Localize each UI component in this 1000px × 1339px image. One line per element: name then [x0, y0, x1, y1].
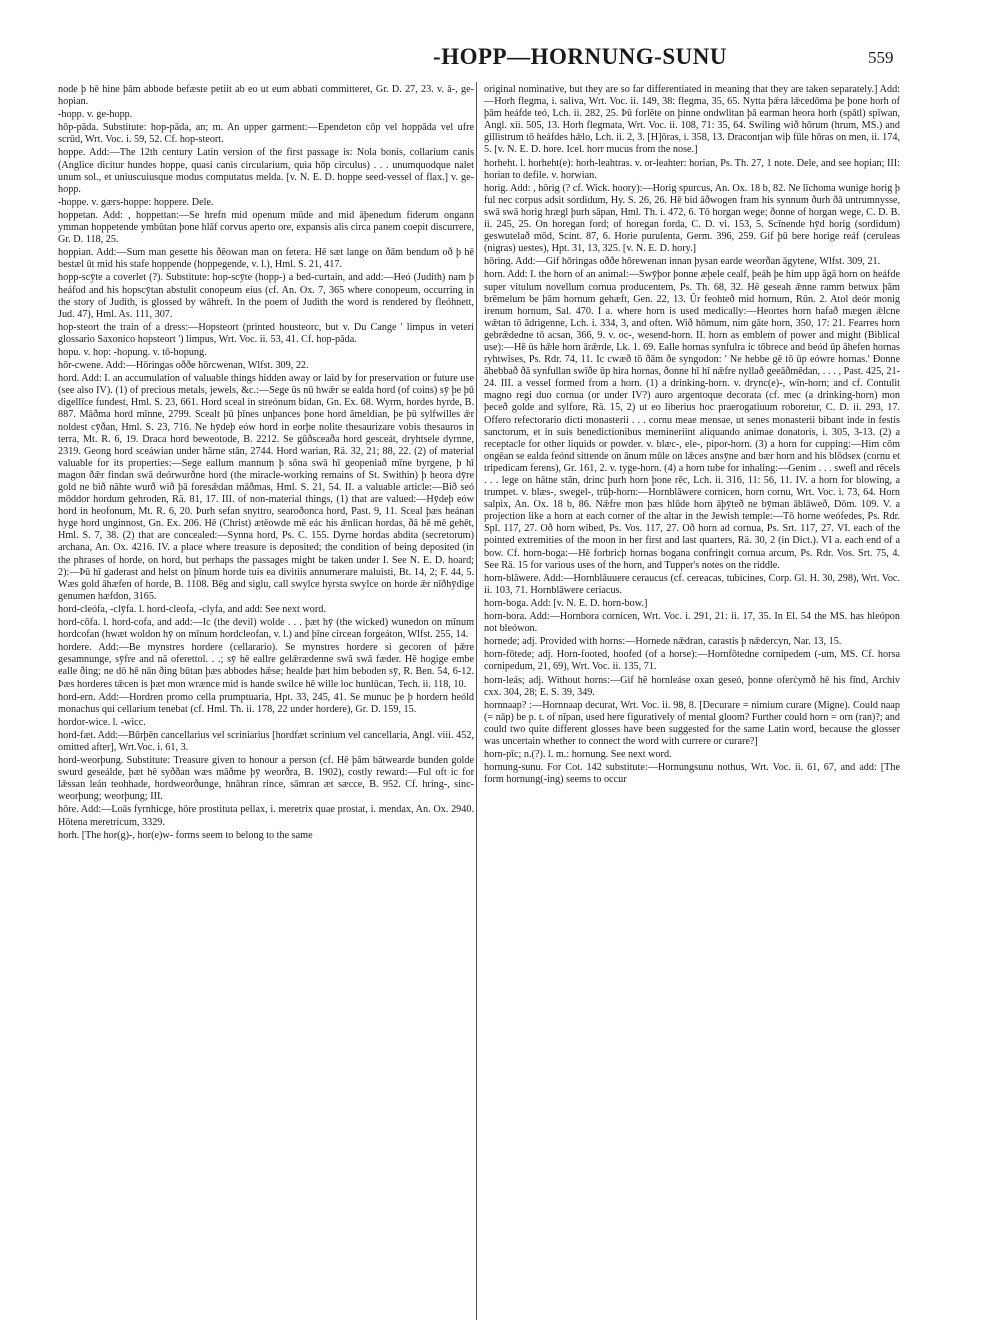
- dictionary-entry: hord-ern. Add:—Hordren promo cella prumptuaria, Hpt. 33, 245, 41. Se munuc þe þ hordern heóld monachus qui cellarium tenebat (cf. Hml. Th. ii. 178, 22 under hordere), Gr. D. 159, 15.: [58, 691, 474, 715]
- dictionary-entry: horn-fōtede; adj. Horn-footed, hoofed (of a horse):—Hornfōtedne cornipedem (-um, MS. Cf. horsa cornipedum, 21, 69), Wrt. Voc. ii. 135, 71.: [484, 649, 900, 673]
- column-divider: [476, 82, 477, 1320]
- dictionary-entry: hōring. Add:—Gif hōringas oððe hōrewenan innan þysan earde weorðan āgytene, Wlfst. 309, 21.: [484, 256, 881, 268]
- dictionary-entry: horn-leás; adj. Without horns:—Gif hē hornleáse oxan geseó, þonne oferċymð hē his fīnd, Archiv cxx. 304, 28; E. S. 39, 349.: [484, 674, 900, 698]
- dictionary-entry: hord-cōfa. l. hord-cofa, and add:—Ic (the devil) wolde . . . þæt hȳ (the wicked) wunedon on mīnum hordcofan (hwæt woldon hȳ on mīnum hordcleofan, v. l.) and þīne circean forgeáton, Wlfst. 255, 14.: [58, 617, 474, 641]
- left-column: [58, 84, 474, 843]
- dictionary-entry: hopp-scȳte a coverlet (?). Substitute: hop-scȳte (hopp-) a bed-curtain, and add:—Heó (Judith) nam þ heáfod and his hopscȳtan abstulit conopeum eius (cf. An. Ox. 7, 365 where conopeum, occurring in the story of Judith, is glossed by wāhreft. In the poem of Judith the word is rendered by fleóhnett, Jud. 47), Hml. As. 111, 307.: [58, 272, 474, 320]
- dictionary-entry: hord-weorþung. Substitute: Treasure given to honour a person (cf. Hē þām bātwearde bunden golde swurd geseálde, þæt hē syððan wæs māðme þȳ weorðra, B. 1902), costly reward:—Ful oft ic for lǣssan leán teohhade, hordweorðunge, hnāhran rince, sāmran æt sæcce, B. 952. Cf. hring-, sinc-weorþung; weorþung; III.: [58, 755, 474, 803]
- dictionary-entry: hord. Add: I. an accumulation of valuable things hidden away or laid by for preservation or future use (see also IV). (1) of precious metals, jewels, &c.:—Sege ūs nū hwǣr se ealda hord (of coins) sȳ þe þū digellīce fundest, Hml. S. 23, 661. Hord sceal in streónum bidan, Gn. Ex. 68. Wyrm, hordes hyrde, B. 887. Māðma hord mīnne, 2799. Scealt þū þīnes unþances þone hord āmeldian, þe þū sylfwilles ǣr noldest cȳðan, Hml. S. 23, 716. Ne hȳdeþ eów hord in eorþe nolite thesaurizare vobis thesauros in terra, Mt. R. 6, 19. Draca hord beweotode, B. 2212. Se gūðsceaða hord gesceát, dryhtsele dyrnne, 2319. Geong hord sceáwian under hārne stān, 2744. Hord warian, Rä. 32, 21; 88, 22. (2) of material valuable for its properties:—Sege eallum mannum þ sōna swā hī geopeniað mīne byrgene, þ hī magon ðǣr findan swā deórwurðne hord (the miracle-working remains of St. Swithin) þ heora dȳre gold ne bið nāhte wurð wið þā foresǣdan māðmas, Hml. S. 21, 54. II. a valuable article:—Bið seó mōddor hordum gehroden, Rä. 81, 17. III. of non-material things, (1) that are valued:—Hȳdeþ eów hord in heofonum, Mt. R. 6, 20. Þurh sefan snyttro, searoðonca hord, Past. 9, 11. Sceal þæs heánan hyge hord unginnost, Gn. Ex. 206. Hē (Christ) ætēowde mē eác his ǣnlican hordas, ðā hē mē gehēt, Hml. S. 7, 38. (2) that are concealed:—Synna hord, Ps. C. 155. Dyrne hordas abdita (secretorum) archana, An. Ox. 4216. IV. a place where treasure is deposited; the condition of being deposited (in the phrases of horde, on hord, but perhaps the passages might be taken under I. See N. E. D. hoard; 2):—Þū hī gaderast and helst on þīnum horde tuis ea divitiis annumerare maluisti, Bt. 14, 2; F. 44, 5. Wæs gold āhæfen of horde, B. 1108. Bēg and siglu, call swylce hyrsta swylce on horde ǣr nīðhȳdige genumen hæfdon, 3165.: [58, 373, 474, 602]
- dictionary-entry: hord-fæt. Add:—Būrþēn cancellarius vel scriniarius [hordfæt scrinium vel cancellaria, Angl. viii. 452, omitted after], Wrt.Voc. i. 61, 3.: [58, 729, 474, 753]
- dictionary-entry: hord-cleófa, -clȳfa. l. hord-cleofa, -clyfa, and add: See next word.: [58, 603, 326, 615]
- dictionary-entry: horh. [The hor(g)-, hor(e)w- forms seem to belong to the same: [58, 829, 313, 841]
- dictionary-entry: horn-bora. Add:—Hornbora cornicen, Wrt. Voc. i. 291, 21: ii. 17, 35. In El. 54 the MS. has hleópon not bleówon.: [484, 611, 900, 635]
- page-number: 559: [868, 48, 894, 67]
- dictionary-entry: hordere. Add:—Be mynstres hordere (cellarario). Se mynstres hordere si gecoren of þǣre gesamnunge, sȳfre and nā oferettol. . .; sȳ hē eallre gelǣrædenne swā swā fæder. Hē hogige embe ealle ðing; ne dō hē nān ðing būtan þæs abbodes hǣse; healde þæt him beboden sȳ, R. Ben. 54, 6-12. Þæs horderes tǣcen is þæt mon wræncе mid is hande swilce hē wille loc hunlūcan, Tech. ii. 118, 10.: [58, 642, 474, 690]
- dictionary-entry: hornnaap? :—Hornnaap decurat, Wrt. Voc. ii. 98, 8. [Decurare = nimium curare (Migne). Could naap (= nāp) be p. t. of nīpan, used here figuratively of mental gloom? Further could horn = orn (ran)?; and could two quite different glosses have been suggested for the same Latin word, because the glosser was uncertain whether to connect the word with currere or curare?]: [484, 699, 900, 747]
- dictionary-entry: hoppe. Add:—The 12th century Latin version of the first passage is: Nola bonis, collarium canis (Anglice dicitur hundes hoppe, quasi canis circularium, quia hōp circulus) . . . unumquodque nalet unum sol., et uniuscuiusque modus computatus melda. [v. N. E. D. hoppe seed-vessel of flax.] v. ge-hopp.: [58, 147, 474, 195]
- dictionary-entry: hornede; adj. Provided with horns:—Hornede nǣdran, carastis þ nǣdercyn, Nar. 13, 15.: [484, 636, 842, 648]
- dictionary-entry: horheht. l. horheht(e): horh-leahtras. v. or-leahter: horian, Ps. Th. 27, 1 note. Dele, and see hopian; III: horian to defile. v. horwian.: [484, 157, 900, 181]
- dictionary-entry: horn-pīc; n.(?). l. m.: hornung. See next word.: [484, 749, 672, 761]
- dictionary-entry: -hoppe. v. gærs-hoppe: hoppere. Dele.: [58, 196, 214, 208]
- dictionary-entry: node þ hē hine þām abbode befæste petiit ab eo ut eum abbati committeret, Gr. D. 27, 23. v. ā-, ge-hopian.: [58, 84, 474, 108]
- dictionary-entry: horn. Add: I. the horn of an animal:—Swȳþor þonne æþele cealf, þeáh þe him upp āgā horn on heáfde super vitulum novellum cornua producentem, Ps. Th. 68, 32. Hē geseah ǣnne ramm betwux þām brēmelum be þām hornum gehæft, Gen. 22, 13. Ūr feohteð mid hornum, Rūn. 2. Atol deór monig irenum hornum, Sal. 470. I a. where horn is used medically:—Heortes horn hafað mægen ǣlcne wǣtan tō ādrigenne, Lch. i. 334, 3, and often. Wið hōmum, nim gāte horn, 350, 17: 21. Fearres horn gebrǣdedne tō acsan, 366, 9. v. oc-, wesend-horn. II. horn as emblem of power and might (Biblical use):—Hē ūs hǣle horn ārǣrde, Lk. 1. 69. Ealle hornas synfulra ic tōbrece and beód ūp āhefen hornas ryhtwīses, Ps. Rdr. 74, 11. Ic cwæð tō ðām ðe syngodon: ' Ne hebbe gē tō ūp eówre hornas.' Ðonne āhebbað ðā synfullan swīðe ūp hira hornas, ðonne hī hī nǣfre nyllað geeāðmēdan, . . . , Past. 425, 21-24. III. a vessel formed from a horn. (1) a drinking-horn. v. drync(e)-, wīn-horn; and cf. Contulit magno regi duo cornua (or under IV?) auro argentoque decorata (cf. mec (a drinking-horn) mon þeceð golde and sylfore, Rä. 15, 2) ut eo liberius hoc praerogatiuum roboretur, C. D. ii. 293, 17. Offero refectorario dicti monasterii . . . cornu meae mensae, ut senes monasterii bibant inde in festis sanctorum, et in suis benedictionibus memineriint aliquando animae donatoris, i. 305, 3-13. (2) a receptacle for other liquids or powder. v. blæc-, ele-, pipor-horn. (3) a horn for cupping:—Him cōm ongēan se ealda feónd sittende on ānum mūle on lǣces ansȳne and bær horn and his blōdsex (cornu et tripedicam ferens), Gr. 161, 2. v. tyge-horn. (4) a horn tube for inhaling:—Genim . . . swefl and rēcels . . . lege on hātne stān, drinc þurh horn þone rēc, Lch. ii. 316, 11: 56, 11. IV. a horn for blowing, a trumpet. v. blæs-, swegel-, trūþ-horn:—Hornblāwere cornicen, horn cornu, Wrt. Voc. i. 73, 64. Horn salpix, An. Ox. 18 b, 86. Nǣfre mon þæs hlūde horn āþȳteð ne bȳman āblāweð, Dōm. 109. V. a projection like a horn at each corner of the altar in the Jewish temple:—Tō horne weófedes, Ps. Rdr. Spl. 117, 27. Oð horn wibed, Ps. Vos. 117, 27. Oð horn ad cornua, Ps. Srt. 117, 27. VI. each of the pointed extremities of the moon in her first and last quarters, Rä. 30, 2 (in Dict.). VI a. each end of a bow. Cf. horn-boga:—Hē forbricþ hornas bogana confringit cornua arcum, Ps. Rdr. Vos. Srt. 75, 4. See Rä. 15 for various uses of the horn, and Tupper's notes on the riddle.: [484, 269, 900, 571]
- dictionary-entry: hoppetan. Add: , hoppettan:—Se hrefn mid openum mūde and mid āþenedum fiderum ongann ymman hoppetende ymbūtan þone hlāf corvus aperto ore, expansis alis circa panem coepit discurrere, Gr. D. 118, 25.: [58, 209, 474, 246]
- right-column: [484, 84, 900, 787]
- dictionary-entry: hordor-wice. l. -wicc.: [58, 716, 146, 728]
- dictionary-entry: horn-blāwere. Add:—Hornblāuuere ceraucus (cf. cereacas, tubicines, Corp. Gl. H. 30, 298), Wrt. Voc. ii. 103, 71. Hornblāwere ceriacus.: [484, 572, 900, 596]
- dictionary-entry: horn-boga. Add: [v. N. E. D. horn-bow.]: [484, 597, 648, 609]
- dictionary-entry: hornung-sunu. For Cot. 142 substitute:—Hornungsunu nothus, Wrt. Voc. ii. 61, 67, and add: [The form hornung(-ing) seems to occur: [484, 762, 900, 786]
- dictionary-entry: hōre. Add:—Loās fyrnhicge, hōre prostituta pellax, i. meretrix quae prostat, i. mendax, An. Ox. 2940. Hōtena meretricum, 3329.: [58, 804, 474, 828]
- page-header: [0, 44, 1000, 80]
- dictionary-entry: original nominative, but they are so far differentiated in meaning that they are taken separately.] Add:—Horh flegma, i. saliva, Wrt. Voc. ii. 149, 38: flegma, 35, 65. Nytta þǣra lǣcedōma þe þone horh of þām heáfde teó, Lch. ii. 282, 25. Þū forlēte on þinne ondwlitan þā earman heora horh (spātl) spīwan, Angl. xii. 505, 13. Horh flegmata, Wrt. Voc. ii. 108, 71: 35, 64. Swiling wið hōrum (hrum, MS.) and gillistrum tō heáfdes hǣlo, Lch. ii. 2, 3. [H]ōras, i. 358, 13. Dracontjan wiþ fūle hōras on men, ii. 174, 5. [v. N. E. D. hore. Icel. horr mucus from the nose.]: [484, 84, 900, 156]
- dictionary-entry: hoppian. Add:—Sum man gesette his ðēowan man on fetera. Hē sæt lange on ðām bendum oð þ hē bestæl ūt mid his stafe hoppende (hoppegende, v. l.), Hml. S. 21, 417.: [58, 247, 474, 271]
- dictionary-entry: hopu. v. hop: -hopung. v. tō-hopung.: [58, 346, 207, 358]
- running-head: -HOPP—HORNUNG-SUNU: [433, 44, 727, 69]
- dictionary-entry: -hopp. v. ge-hopp.: [58, 109, 133, 121]
- dictionary-entry: horig. Add: , hōrig (? cf. Wick. hoory):—Horig spurcus, An. Ox. 18 b, 82. Ne līchoma wunige horig þ ful nec corpus adsit sordidum, Hy. S. 26, 26. Hē bid āðwogen fram his synnum ðurh ðā untrumnysse, swā swā horig hrægl þurh sāpan, Hml. Th. i. 472, 6. Tō horgan wege; ðonne of horgan wege, C. D. B. ii. 245, 25. On horegan ford; of horegan forda, C. D. vi. 153, 5. Scīnende hȳd horig (sordidum) geswutelað mōd, Scint. 87, 6. Horie purulenta, Germ. 396, 259. Gif þū bere horige reáf (ceruleas (nigras) uestes), Hpt. 31, 13, 325. [v. N. E. D. hory.]: [484, 182, 900, 255]
- dictionary-entry: hōp-pāda. Substitute: hop-pāda, an; m. An upper garment:—Ependeton cōp vel hoppāda vel ufre scrūd, Wrt. Voc. i. 59, 52. Cf. hop-steort.: [58, 122, 474, 146]
- dictionary-entry: hop-steort the train of a dress:—Hopsteort (printed housteorc, but v. Du Cange ' limpus in veteri glossario Saxonico hopsteort ') limpus, Wrt. Voc. ii. 53, 41. Cf. hop-pāda.: [58, 321, 474, 345]
- dictionary-entry: hōr-cwene. Add:—Hōringas oððe hōrcwenan, Wlfst. 309, 22.: [58, 360, 309, 372]
